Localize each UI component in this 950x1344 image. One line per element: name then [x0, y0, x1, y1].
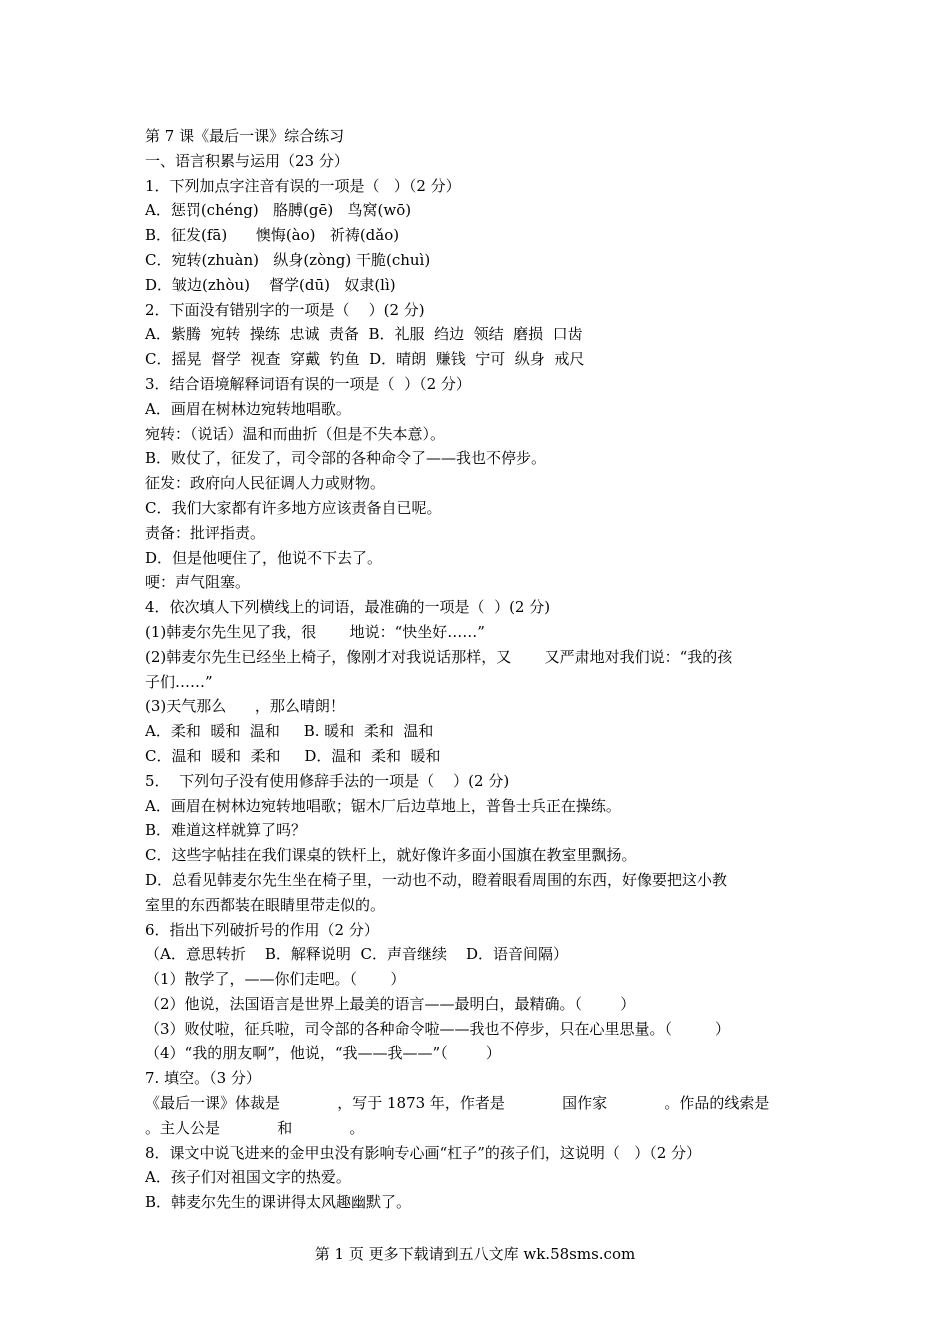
- option-line: B．韩麦尔先生的课讲得太风趣幽默了。: [145, 1193, 412, 1212]
- explanation-line: 哽：声气阻塞。: [145, 573, 251, 592]
- question-6: 6．指出下列破折号的作用（2 分）: [145, 920, 379, 939]
- document-title: 第 7 课《最后一课》综合练习: [145, 127, 345, 145]
- page-footer: 第 1 页 更多下载请到五八文库 wk.58sms.com: [314, 1245, 636, 1263]
- option-line: C．摇晃 督学 视查 穿戴 钓鱼 D．晴朗 赚钱 宁可 纵身 戒尺: [145, 350, 585, 369]
- option-line: D．总看见韩麦尔先生坐在椅子里，一动也不动，瞪着眼看周围的东西，好像要把这小教: [145, 870, 728, 889]
- section-heading: 一、语言积累与运用（23 分）: [145, 151, 349, 170]
- sub-question: （2）他说，法国语言是世界上最美的语言——最明白，最精确。（ ）: [145, 994, 636, 1013]
- option-line: D．但是他哽住了，他说不下去了。: [145, 548, 383, 567]
- option-line: B．败仗了，征发了，司令部的各种命令了——我也不停步。: [145, 449, 547, 468]
- question-3: 3．结合语境解释词语有误的一项是（ ）（2 分）: [145, 374, 471, 393]
- fill-sentence: 。主人公是 和 。: [145, 1118, 365, 1137]
- question-7: 7. 填空。（3 分）: [145, 1069, 261, 1088]
- option-line: A．紫腾 宛转 操练 忠诚 责备 B．礼服 绉边 领结 磨损 口齿: [145, 325, 583, 344]
- question-8: 8．课文中说飞进来的金甲虫没有影响专心画“杠子”的孩子们，这说明（ ）（2 分）: [145, 1143, 701, 1162]
- option-line: B．难道这样就算了吗？: [145, 821, 307, 840]
- option-line: B．征发(fā) 懊悔(ào) 祈祷(dǎo): [145, 226, 400, 245]
- option-line: A．惩罚(chéng) 胳膊(gē) 鸟窝(wō): [145, 201, 412, 220]
- option-line: A．画眉在树林边宛转地唱歌。: [145, 399, 351, 418]
- question-1: 1．下列加点字注音有误的一项是（ ）（2 分）: [145, 176, 461, 195]
- option-line: C．宛转(zhuàn) 纵身(zòng) 干脆(chuì): [145, 250, 431, 269]
- option-line: D．皱边(zhòu) 督学(dū) 奴隶(lì): [145, 275, 396, 294]
- fill-sentence: (3)天气那么 ，那么晴朗！: [145, 697, 345, 716]
- fill-sentence: 《最后一课》体裁是 ，写于 1873 年，作者是 国作家 。作品的线索是: [145, 1094, 770, 1113]
- option-line: A．孩子们对祖国文字的热爱。: [145, 1168, 351, 1187]
- explanation-line: 宛转：（说话）温和而曲折（但是不失本意）。: [145, 424, 446, 443]
- option-line: C．温和 暖和 柔和 D．温和 柔和 暖和: [145, 746, 441, 765]
- option-line: A．柔和 暖和 温和 B. 暖和 柔和 温和: [145, 722, 434, 741]
- explanation-line: 责备：批评指责。: [145, 523, 266, 542]
- question-5: 5． 下列句子没有使用修辞手法的一项是（ ）(2 分): [145, 771, 510, 790]
- fill-sentence: 子们……”: [145, 672, 213, 691]
- option-line: C．我们大家都有许多地方应该责备自已呢。: [145, 498, 442, 517]
- option-line: 室里的东西都装在眼睛里带走似的。: [145, 895, 386, 914]
- option-line: （A．意思转折 B．解释说明 C．声音继续 D．语音间隔）: [145, 945, 569, 964]
- document-body: [145, 124, 815, 1215]
- sub-question: （3）败仗啦，征兵啦，司令部的各种命令啦——我也不停步，只在心里思量。（ ）: [145, 1019, 730, 1038]
- fill-sentence: (2)韩麦尔先生已经坐上椅子，像刚才对我说话那样，又 又严肃地对我们说：“我的孩: [145, 647, 733, 666]
- option-line: A．画眉在树林边宛转地唱歌；锯木厂后边草地上，普鲁士兵正在操练。: [145, 796, 621, 815]
- option-line: C．这些字帖挂在我们课桌的铁杆上，就好像许多面小国旗在教室里飘扬。: [145, 846, 637, 865]
- explanation-line: 征发：政府向人民征调人力或财物。: [145, 474, 386, 493]
- sub-question: （1）散学了，——你们走吧。（ ）: [145, 970, 406, 989]
- question-2: 2．下面没有错别字的一项是（ ）(2 分): [145, 300, 425, 319]
- fill-sentence: (1)韩麦尔先生见了我，很 地说：“快坐好……”: [145, 622, 485, 641]
- sub-question: （4）“我的朋友啊”，他说，“我——我——”（ ）: [145, 1044, 501, 1063]
- question-4: 4．依次填人下列横线上的词语，最准确的一项是（ ）(2 分): [145, 598, 551, 617]
